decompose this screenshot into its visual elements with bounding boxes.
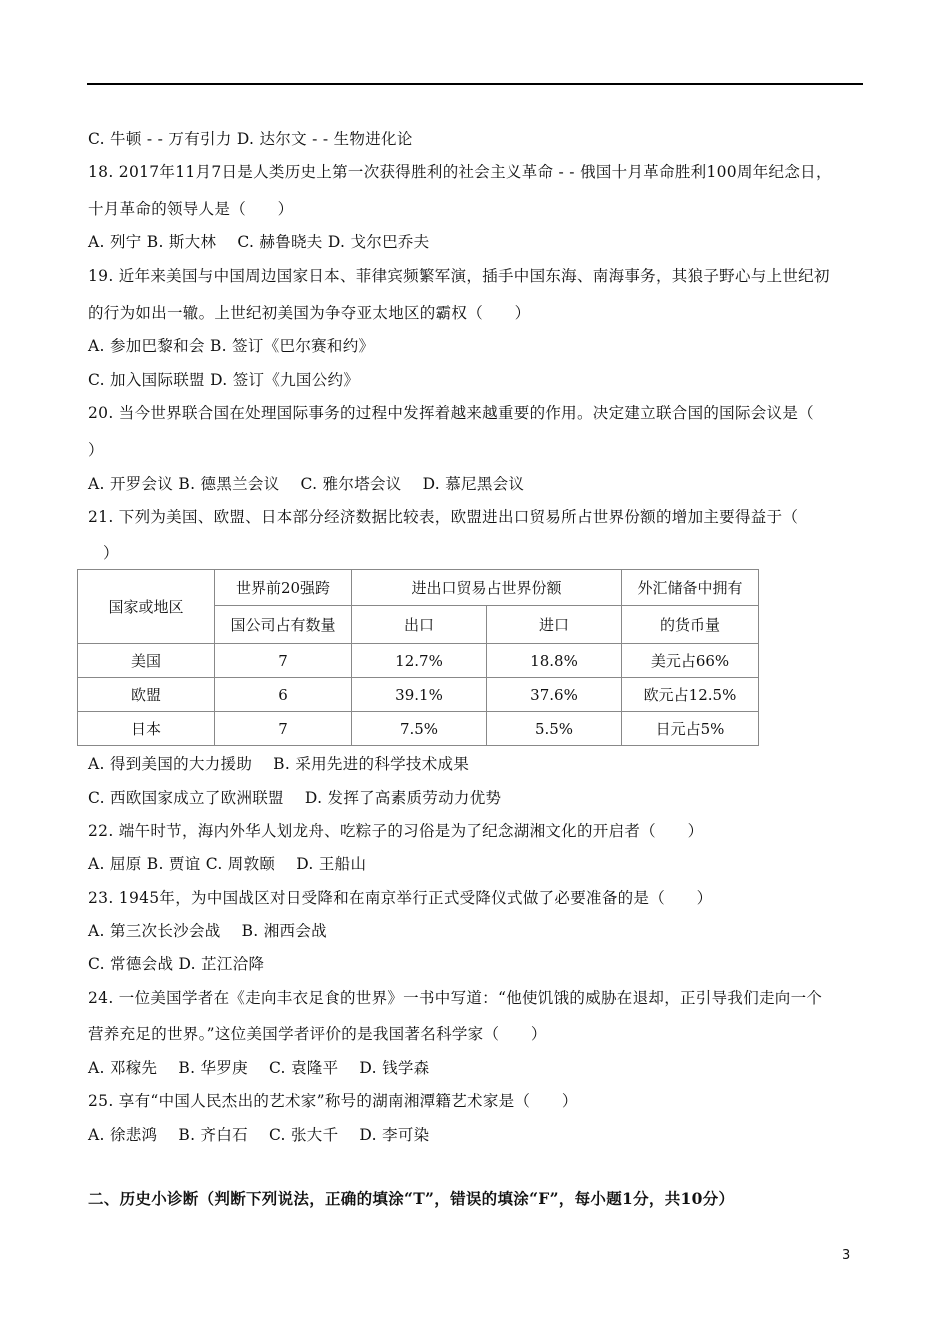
q19-options-ab: A. 参加巴黎和会 B. 签订《巴尔赛和约》 [88, 337, 375, 355]
cell-currency: 日元占5% [622, 712, 759, 746]
table-row [78, 678, 759, 712]
header-rule [87, 83, 863, 85]
q19-options-cd: C. 加入国际联盟 D. 签订《九国公约》 [88, 371, 360, 389]
cell-count: 7 [215, 712, 352, 746]
table-row [78, 712, 759, 746]
q20-options: A. 开罗会议 B. 德黑兰会议 C. 雅尔塔会议 D. 慕尼黑会议 [88, 475, 525, 493]
q21-options-cd: C. 西欧国家成立了欧洲联盟 D. 发挥了高素质劳动力优势 [88, 789, 502, 807]
q17-options-cd: C. 牛顿 - - 万有引力 D. 达尔文 - - 生物进化论 [88, 130, 413, 148]
q20-stem-line1: 20. 当今世界联合国在处理国际事务的过程中发挥着越来越重要的作用。决定建立联合国的国际会议是（ [88, 404, 814, 422]
q24-stem-line2: 营养充足的世界。”这位美国学者评价的是我国著名科学家（ ） [88, 1025, 547, 1043]
q22-stem: 22. 端午时节，海内外华人划龙舟、吃粽子的习俗是为了纪念湖湘文化的开启者（ ） [88, 822, 704, 840]
q21-stem-line2: ） [103, 544, 119, 562]
header-companies-line2: 国公司占有数量 [215, 606, 352, 644]
q24-stem-line1: 24. 一位美国学者在《走向丰衣足食的世界》一书中写道：“他使饥饿的威胁在退却，正引导我们走向一个 [88, 989, 823, 1007]
q18-stem-line2: 十月革命的领导人是（ ） [88, 200, 294, 218]
header-reserves-line1: 外汇储备中拥有 [622, 570, 759, 606]
q23-options-cd: C. 常德会战 D. 芷江洽降 [88, 955, 265, 973]
q25-stem: 25. 享有“中国人民杰出的艺术家”称号的湖南湘潭籍艺术家是（ ） [88, 1092, 578, 1110]
q24-options: A. 邓稼先 B. 华罗庚 C. 袁隆平 D. 钱学森 [88, 1059, 430, 1077]
q20-stem-line2: ） [88, 441, 104, 459]
header-companies-line1: 世界前20强跨 [215, 570, 352, 606]
q19-stem-line2: 的行为如出一辙。上世纪初美国为争夺亚太地区的霸权（ ） [88, 304, 531, 322]
cell-currency: 欧元占12.5% [622, 678, 759, 712]
cell-currency: 美元占66% [622, 644, 759, 678]
q18-options: A. 列宁 B. 斯大林 C. 赫鲁晓夫 D. 戈尔巴乔夫 [88, 233, 430, 251]
header-reserves-line2: 的货币量 [622, 606, 759, 644]
header-export: 出口 [352, 606, 487, 644]
q21-options-ab: A. 得到美国的大力援助 B. 采用先进的科学技术成果 [88, 755, 470, 773]
cell-export: 39.1% [352, 678, 487, 712]
cell-region: 欧盟 [78, 678, 215, 712]
header-import: 进口 [487, 606, 622, 644]
q25-options: A. 徐悲鸿 B. 齐白石 C. 张大千 D. 李可染 [88, 1126, 430, 1144]
page-number: 3 [842, 1248, 851, 1263]
table-row [78, 644, 759, 678]
q22-options: A. 屈原 B. 贾谊 C. 周敦颐 D. 王船山 [88, 855, 367, 873]
q19-stem-line1: 19. 近年来美国与中国周边国家日本、菲律宾频繁军演，插手中国东海、南海事务，其狼子野心与上世纪初 [88, 267, 830, 285]
cell-export: 12.7% [352, 644, 487, 678]
cell-import: 37.6% [487, 678, 622, 712]
q21-stem-line1: 21. 下列为美国、欧盟、日本部分经济数据比较表，欧盟进出口贸易所占世界份额的增加主要得益于（ [88, 508, 799, 526]
q18-stem-line1: 18. 2017年11月7日是人类历史上第一次获得胜利的社会主义革命 - - 俄国十月革命胜利100周年纪念日， [88, 163, 832, 181]
cell-count: 7 [215, 644, 352, 678]
cell-count: 6 [215, 678, 352, 712]
q23-options-ab: A. 第三次长沙会战 B. 湘西会战 [88, 922, 327, 940]
economic-data-table [77, 569, 759, 746]
cell-region: 日本 [78, 712, 215, 746]
header-region: 国家或地区 [78, 570, 215, 644]
section-heading: 二、历史小诊断（判断下列说法，正确的填涂“T”，错误的填涂“F”，每小题1分，共10分） [88, 1189, 735, 1208]
cell-import: 5.5% [487, 712, 622, 746]
header-trade-share: 进出口贸易占世界份额 [352, 570, 622, 606]
cell-export: 7.5% [352, 712, 487, 746]
q23-stem: 23. 1945年，为中国战区对日受降和在南京举行正式受降仪式做了必要准备的是（ ） [88, 889, 713, 907]
cell-import: 18.8% [487, 644, 622, 678]
cell-region: 美国 [78, 644, 215, 678]
